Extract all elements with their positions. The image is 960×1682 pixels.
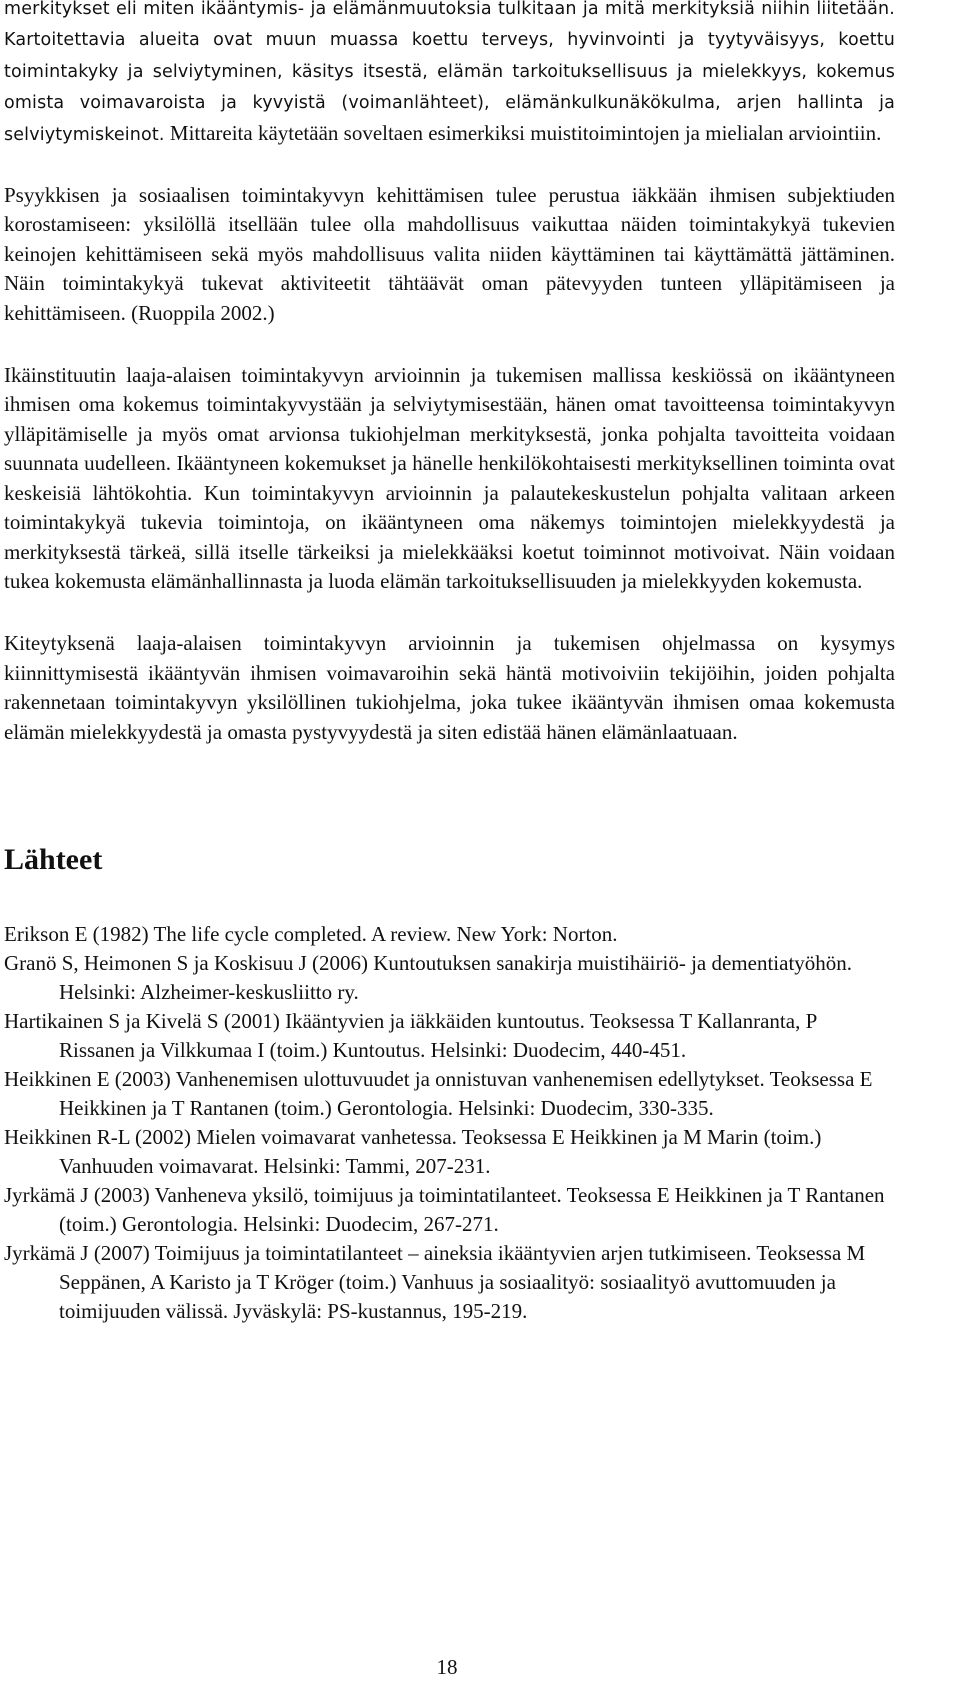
reference-item: Erikson E (1982) The life cycle completed. A review. New York: Norton. [4,921,618,946]
paragraph-summary: Kiteytyksenä laaja-alaisen toimintakyvyn arvioinnin ja tukemisen ohjelmassa on kysymys kiinnittymisestä ikääntyvän ihmisen voimavaroihin sekä häntä motivoiviin tekijöihin, joiden pohjalta rakennetaan toimintakyvyn yksilöllinen tukiohjelma, joka tukee ikääntyvän ihmisen omaa kokemusta elämän mielekkyydestä ja omasta pystyvyydestä ja siten edistää hänen elämänlaatuaan. [4,631,895,744]
reference-item: Jyrkämä J (2007) Toimijuus ja toimintatilanteet – aineksia ikääntyvien arjen tutkimiseen. Teoksessa M Seppänen, A Karisto ja T Kröger (toim.) Vanhuus ja sosiaalityö: sosiaalityö avuttomuuden ja toimijuuden välissä. Jyväskylä: PS-kustannus, 195-219. [4,1240,866,1323]
reference-item: Hartikainen S ja Kivelä S (2001) Ikääntyvien ja iäkkäiden kuntoutus. Teoksessa T Kallanranta, P Rissanen ja Vilkkumaa I (toim.) Kuntoutus. Helsinki: Duodecim, 440-451. [4,1008,817,1062]
references-heading: Lähteet [4,842,103,876]
reference-item: Heikkinen R-L (2002) Mielen voimavarat vanhetessa. Teoksessa E Heikkinen ja M Marin (toim.) Vanhuuden voimavarat. Helsinki: Tammi, 207-231. [4,1124,822,1178]
paragraph-serif-segment: Mittareita käytetään soveltaen esimerkiksi muistitoimintojen ja mielialan arviointiin. [164,120,882,145]
reference-item: Jyrkämä J (2003) Vanheneva yksilö, toimijuus ja toimintatilanteet. Teoksessa E Heikkinen ja T Rantanen (toim.) Gerontologia. Helsinki: Duodecim, 267-271. [4,1182,885,1236]
paragraph-psychosocial-functioning: Psyykkisen ja sosiaalisen toimintakyvyn kehittämisen tulee perustua iäkkään ihmisen subjektiuden korostamiseen: yksilöllä itsellään tulee olla mahdollisuus vaikuttaa näiden toimintakykyä tukevien keinojen kehittämiseen sekä myös mahdollisuus valita niiden käyttäminen tai käyttämättä jättäminen. Näin toimintakykyä tukevat aktiviteetit tähtäävät oman pätevyyden tunteen ylläpitämiseen ja kehittämiseen. (Ruoppila 2002.) [4,183,895,325]
reference-item: Heikkinen E (2003) Vanhenemisen ulottuvuudet ja onnistuvan vanhenemisen edellytykset. Teoksessa E Heikkinen ja T Rantanen (toim.) Gerontologia. Helsinki: Duodecim, 330-335. [4,1066,873,1120]
references-list [4,920,895,1326]
page-number: 18 [436,1655,458,1679]
paragraph-sans-segment: merkitykset eli miten ikääntymis- ja elämänmuutoksia tulkitaan ja mitä merkityksiä niihin liitetään. Kartoitettavia alueita ovat muun muassa koettu terveys, hyvinvointi ja tyytyväisyys, koettu toimintakyky ja selviytyminen, käsitys itsestä, elämän tarkoituksellisuus ja mielekkyys, kokemus omista voimavaroista ja kyvyistä (voimanlähteet), elämänkulkunäkökulma, arjen hallinta ja selviytymiskeinot. [4,0,895,145]
document-page [4,0,895,1326]
reference-item: Granö S, Heimonen S ja Koskisuu J (2006) Kuntoutuksen sanakirja muistihäiriö- ja dementiatyöhön. Helsinki: Alzheimer-keskusliitto ry. [4,950,853,1004]
paragraph-assessment-areas [4,0,895,150]
paragraph-ikainstituutti-model: Ikäinstituutin laaja-alaisen toimintakyvyn arvioinnin ja tukemisen mallissa keskiössä on ikääntyneen ihmisen oma kokemus toimintakyvystään ja selviytymisestään, hänen omat tavoitteensa toimintakyvyn ylläpitämiselle ja myös omat arvionsa tukiohjelman merkityksestä, jonka pohjalta tavoitteita voidaan suunnata uudelleen. Ikääntyneen kokemukset ja hänelle henkilökohtaisesti merkityksellinen toiminta ovat keskeisiä lähtökohtia. Kun toimintakyvyn arvioinnin ja palautekeskustelun pohjalta valitaan arkeen toimintakykyä tukevia toimintoja, on ikääntyneen oma näkemys toimintojen mielekkyydestä ja merkityksestä tärkeä, sillä itselle tärkeiksi ja mielekkääksi koetut toiminnot motivoivat. Näin voidaan tukea kokemusta elämänhallinnasta ja luoda elämän tarkoituksellisuuden ja mielekkyyden kokemusta. [4,363,895,593]
